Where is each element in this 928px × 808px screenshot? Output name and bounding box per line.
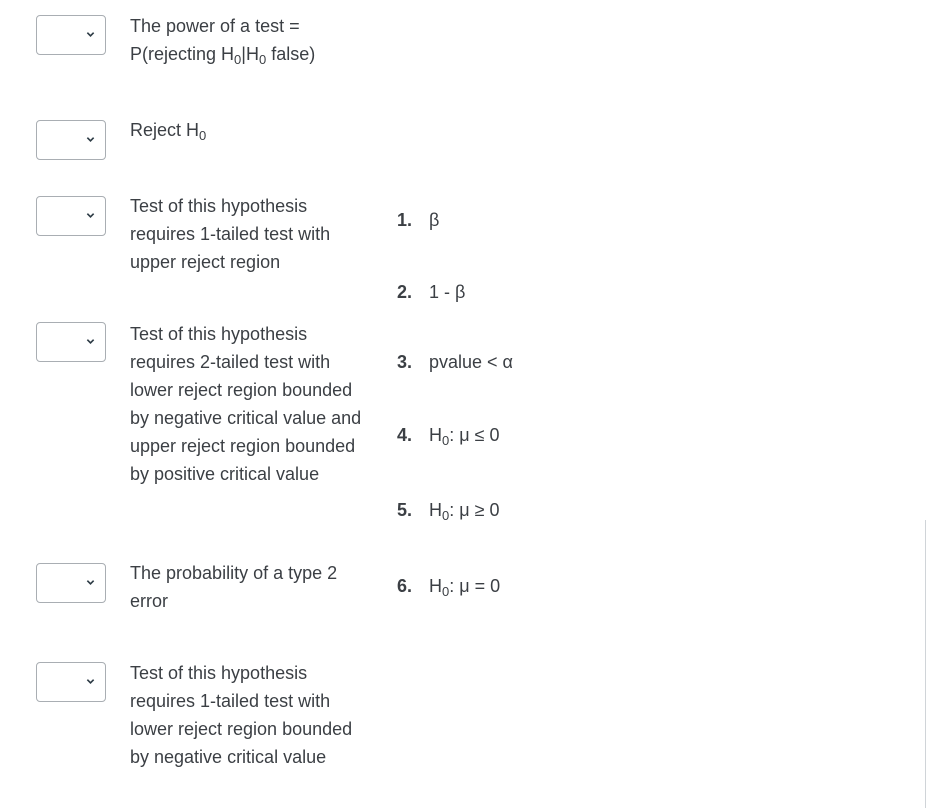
- match-prompt-2: [130, 116, 370, 146]
- match-select-2[interactable]: [36, 120, 106, 160]
- match-prompt-1: [130, 12, 370, 70]
- prompt-text: The power of a test =: [130, 16, 300, 36]
- match-select-6[interactable]: [36, 662, 106, 702]
- match-prompt-3: Test of this hypothesis requires 1-tailed test with upper reject region: [130, 196, 331, 272]
- answer-option-4: [397, 421, 500, 451]
- answer-number: 1.: [397, 210, 413, 230]
- chevron-down-icon: [86, 211, 95, 220]
- answer-number: 6.: [397, 576, 413, 596]
- subscript: 0: [199, 128, 207, 143]
- match-prompt-4: Test of this hypothesis requires 2-tailed test with lower reject region bounded by negative critical value and upper reject region bounded by positive critical value: [130, 324, 362, 484]
- answer-text: H: [429, 576, 442, 596]
- answer-number: 4.: [397, 425, 413, 445]
- answer-text: : μ ≤ 0: [449, 425, 500, 445]
- prompt-text: P(rejecting H: [130, 44, 235, 64]
- answer-text: β: [429, 210, 440, 230]
- subscript: 0: [442, 584, 450, 599]
- subscript: 0: [258, 52, 267, 67]
- answer-option-2: [397, 278, 465, 306]
- chevron-down-icon: [86, 578, 95, 587]
- chevron-down-icon: [86, 30, 95, 39]
- match-select-1[interactable]: [36, 15, 106, 55]
- match-select-5[interactable]: [36, 563, 106, 603]
- answer-text: : μ = 0: [449, 576, 501, 596]
- subscript: 0: [442, 433, 450, 448]
- match-prompt-5: The probability of a type 2 error: [130, 563, 338, 611]
- answer-option-1: [397, 206, 439, 234]
- subscript: 0: [442, 508, 450, 523]
- answer-option-6: [397, 572, 500, 602]
- answer-number: 3.: [397, 352, 413, 372]
- chevron-down-icon: [86, 337, 95, 346]
- match-select-3[interactable]: [36, 196, 106, 236]
- answer-text: H: [429, 425, 442, 445]
- answer-option-3: [397, 348, 513, 376]
- panel-edge-divider: [925, 520, 926, 808]
- prompt-text: Reject H: [130, 120, 200, 140]
- prompt-text: false): [266, 44, 316, 64]
- answer-text: H: [429, 500, 442, 520]
- answer-text: : μ ≥ 0: [449, 500, 500, 520]
- answer-text: pvalue < α: [429, 352, 513, 372]
- answer-number: 5.: [397, 500, 413, 520]
- chevron-down-icon: [86, 135, 95, 144]
- prompt-text: |H: [241, 44, 259, 64]
- answer-option-5: [397, 496, 500, 526]
- chevron-down-icon: [86, 677, 95, 686]
- match-select-4[interactable]: [36, 322, 106, 362]
- subscript: 0: [234, 52, 242, 67]
- answer-text: 1 - β: [429, 282, 466, 302]
- answer-number: 2.: [397, 282, 413, 302]
- match-prompt-6: Test of this hypothesis requires 1-tailed test with lower reject region bounded by negative critical value: [130, 663, 353, 767]
